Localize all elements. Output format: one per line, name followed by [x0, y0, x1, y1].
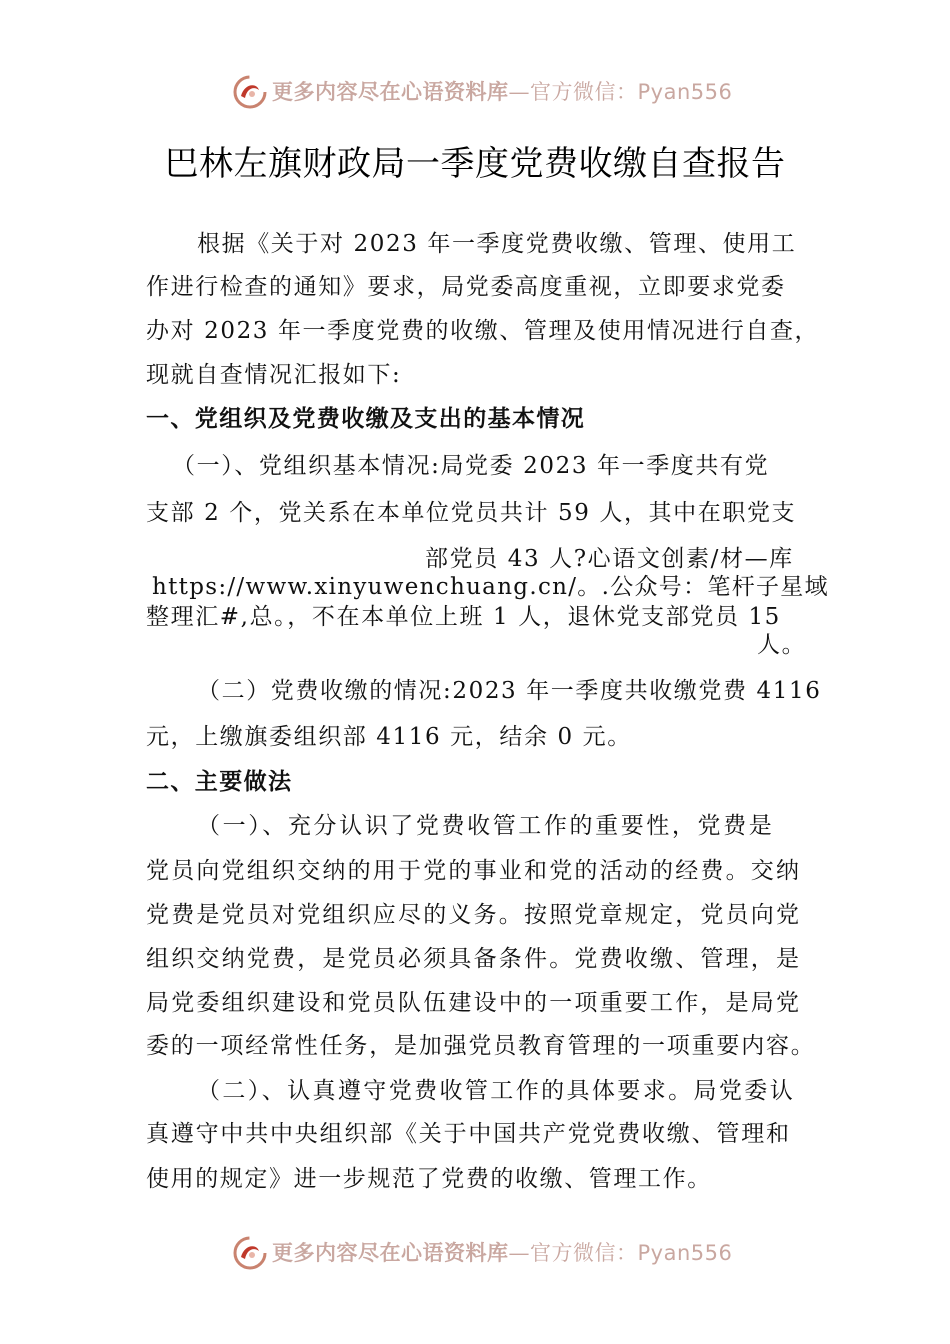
- swirl-logo-icon: [232, 74, 268, 110]
- paragraph-line: 作进行检查的通知》要求，局党委高度重视，立即要求党委: [146, 274, 786, 300]
- paragraph-line: 整理汇#,总。，不在本单位上班 1 人，退休党支部党员 15: [146, 604, 781, 630]
- paragraph-line: 使用的规定》进一步规范了党费的收缴、管理工作。: [146, 1166, 712, 1192]
- document-title: 巴林左旗财政局一季度党费收缴自查报告: [164, 144, 786, 184]
- watermark-text-line: [272, 1239, 732, 1267]
- paragraph-line: 元，上缴旗委组织部 4116 元，结余 0 元。: [146, 724, 632, 750]
- paragraph-line: https://www.xinyuwenchuang.cn/。.公众号：笔杆子星域: [152, 574, 829, 600]
- watermark-text-line: [272, 78, 732, 106]
- paragraph-line: （一）、党组织基本情况:局党委 2023 年一季度共有党: [172, 453, 770, 479]
- paragraph-line: 根据《关于对 2023 年一季度党费收缴、管理、使用工: [197, 231, 797, 257]
- paragraph-line: 现就自查情况汇报如下:: [146, 362, 402, 388]
- swirl-logo-icon: [232, 1235, 268, 1271]
- watermark-separator: —: [508, 80, 530, 104]
- paragraph-line: 支部 2 个，党关系在本单位党员共计 59 人，其中在职党支: [146, 500, 797, 526]
- watermark-header: [0, 72, 950, 112]
- paragraph-line: 真遵守中共中央组织部《关于中国共产党党费收缴、管理和: [146, 1121, 791, 1147]
- watermark-text: 更多内容尽在心语资料库: [272, 1240, 509, 1265]
- paragraph-line: 局党委组织建设和党员队伍建设中的一项重要工作，是局党: [146, 990, 802, 1016]
- watermark-text: 更多内容尽在心语资料库: [272, 79, 509, 104]
- paragraph-line: 党员向党组织交纳的用于党的事业和党的活动的经费。交纳: [146, 858, 802, 884]
- section-heading: 一、党组织及党费收缴及支出的基本情况: [146, 405, 586, 432]
- section-heading: 二、主要做法: [146, 768, 293, 795]
- paragraph-line: 人。: [757, 632, 807, 658]
- paragraph-line: （一）、充分认识了党费收管工作的重要性，党费是: [197, 813, 775, 839]
- paragraph-line: 组织交纳党费，是党员必须具备条件。党费收缴、管理，是: [146, 946, 802, 972]
- paragraph-line: 办对 2023 年一季度党费的收缴、管理及使用情况进行自查，: [146, 318, 820, 344]
- watermark-wechat: 官方微信：Pyan556: [530, 1241, 733, 1265]
- watermark-footer: [0, 1233, 950, 1273]
- paragraph-line: （二）、认真遵守党费收管工作的具体要求。局党委认: [197, 1078, 796, 1104]
- watermark-wechat: 官方微信：Pyan556: [530, 80, 733, 104]
- paragraph-line: （二）党费收缴的情况:2023 年一季度共收缴党费 4116: [197, 678, 822, 704]
- paragraph-line: 委的一项经常性任务，是加强党员教育管理的一项重要内容。: [146, 1033, 816, 1059]
- paragraph-line: 部党员 43 人?心语文创素/材—库: [425, 546, 794, 572]
- paragraph-line: 党费是党员对党组织应尽的义务。按照党章规定，党员向党: [146, 902, 802, 928]
- watermark-separator: —: [508, 1241, 530, 1265]
